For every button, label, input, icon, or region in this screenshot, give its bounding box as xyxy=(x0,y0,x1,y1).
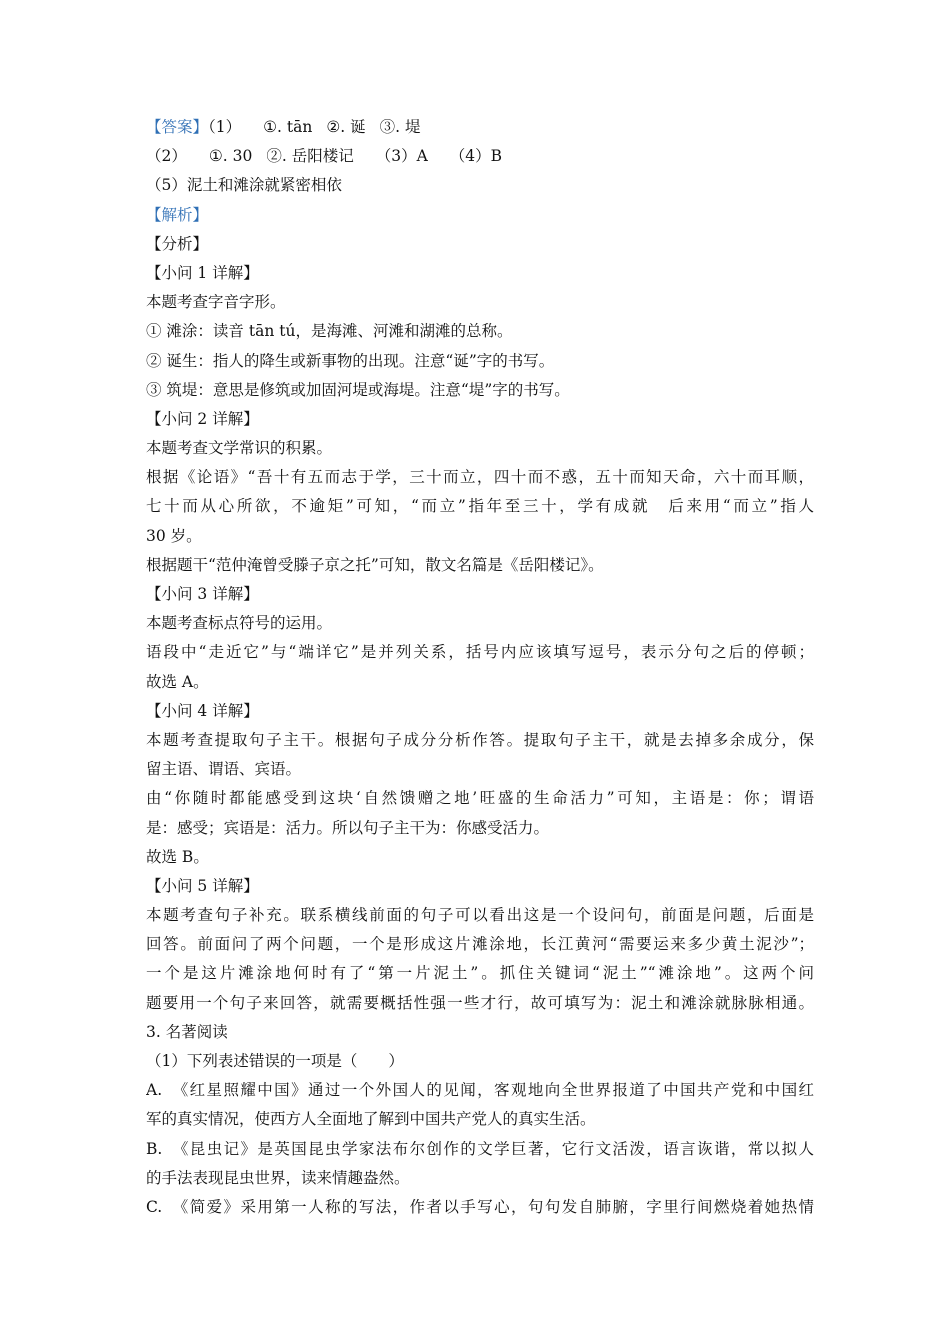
answer-part-4: （4）B xyxy=(449,147,503,166)
q4-text-3: 由“你随时都能感受到这块‘自然馈赠之地’旺盛的生命活力”可知，主语是：你；谓语 xyxy=(146,789,814,808)
answer-tag: 【答案】 xyxy=(146,118,209,136)
q1-text-3: ② 诞生：指人的降生或新事物的出现。注意“诞”字的书写。 xyxy=(146,351,555,370)
q4-heading: 【小问 4 详解】 xyxy=(146,701,259,720)
q2-text-3: 七十而从心所欲，不逾矩”可知，“而立”指年至三十，学有成就 后来用“而立”指人 xyxy=(146,497,814,516)
document-content xyxy=(146,113,814,1222)
q5-text-2: 回答。前面问了两个问题，一个是形成这片滩涂地，长江黄河“需要运来多少黄土泥沙”； xyxy=(146,935,814,954)
option-b-line-2: 的手法表现昆虫世界，读来情趣盎然。 xyxy=(146,1168,410,1187)
q2-text-1: 本题考查文学常识的积累。 xyxy=(146,439,333,458)
answer-line-1 xyxy=(146,113,814,142)
q4-text-5: 故选 B。 xyxy=(146,847,209,866)
q2-heading: 【小问 2 详解】 xyxy=(146,409,259,428)
q4-text-4: 是：感受；宾语是：活力。所以句子主干为：你感受活力。 xyxy=(146,818,550,837)
fenxi-heading: 【分析】 xyxy=(146,234,209,253)
q2-text-5: 根据题干“范仲淹曾受滕子京之托”可知，散文名篇是《岳阳楼记》。 xyxy=(146,555,604,574)
q4-text-2: 留主语、谓语、宾语。 xyxy=(146,760,302,779)
answer-part-1: （1） xyxy=(208,118,242,136)
q3-text-1: 本题考查标点符号的运用。 xyxy=(146,614,333,633)
answer-part-2: （2） xyxy=(146,147,187,166)
answer-part-3: （3）A xyxy=(375,147,428,166)
option-a-line-2: 军的真实情况，使西方人全面地了解到中国共产党人的真实生活。 xyxy=(146,1110,596,1129)
q4-text-1: 本题考查提取句子主干。根据句子成分分析作答。提取句子主干，就是去掉多余成分，保 xyxy=(146,730,814,749)
answer-line-2 xyxy=(146,142,814,171)
option-a-line-1: A. 《红星照耀中国》通过一个外国人的见闻，客观地向全世界报道了中国共产党和中国红 xyxy=(146,1081,814,1100)
answer-2-a: ①. 30 xyxy=(208,147,253,166)
q3-text-3: 故选 A。 xyxy=(146,672,209,691)
q5-text-3: 一个是这片滩涂地何时有了“第一片泥土”。抓住关键词“泥土”“滩涂地”。这两个问 xyxy=(146,964,814,983)
q5-text-1: 本题考查句子补充。联系横线前面的句子可以看出这是一个设问句，前面是问题，后面是 xyxy=(146,906,814,925)
q2-text-4: 30 岁。 xyxy=(146,526,202,545)
q1-heading: 【小问 1 详解】 xyxy=(146,263,259,282)
q3-heading: 【小问 3 详解】 xyxy=(146,585,259,603)
q2-text-2: 根据《论语》“吾十有五而志于学，三十而立，四十而不惑，五十而知天命，六十而耳顺， xyxy=(146,468,814,487)
answer-1-b: ②. 诞 xyxy=(326,118,366,136)
q5-heading: 【小问 5 详解】 xyxy=(146,876,259,895)
option-c-line-1: C. 《简爱》采用第一人称的写法，作者以手写心，句句发自肺腑，字里行间燃烧着她热情 xyxy=(146,1197,814,1216)
q1-text-2: ① 滩涂：读音 tān tú，是海滩、河滩和湖滩的总称。 xyxy=(146,322,513,341)
answer-line-3: （5）泥土和滩涂就紧密相依 xyxy=(146,176,342,195)
analysis-tag: 【解析】 xyxy=(146,205,209,224)
q3-text-2: 语段中“走近它”与“端详它”是并列关系，括号内应该填写逗号，表示分句之后的停顿； xyxy=(146,643,814,662)
section-3-title: 3. 名著阅读 xyxy=(146,1022,228,1041)
answer-2-b: ②. 岳阳楼记 xyxy=(266,147,354,166)
section-3-question: （1）下列表述错误的一项是（ ） xyxy=(146,1052,404,1070)
option-b-line-1: B. 《昆虫记》是英国昆虫学家法布尔创作的文学巨著，它行文活泼，语言诙谐，常以拟人 xyxy=(146,1139,814,1158)
q1-text-4: ③ 筑堤：意思是修筑或加固河堤或海堤。注意“堤”字的书写。 xyxy=(146,380,570,399)
answer-1-a: ①. tān xyxy=(263,118,313,136)
answer-1-c: ③. 堤 xyxy=(379,118,421,136)
q5-text-4: 题要用一个句子来回答，就需要概括性强一些才行，故可填写为：泥土和滩涂就脉脉相通。 xyxy=(146,993,814,1012)
q1-text-1: 本题考查字音字形。 xyxy=(146,293,286,312)
